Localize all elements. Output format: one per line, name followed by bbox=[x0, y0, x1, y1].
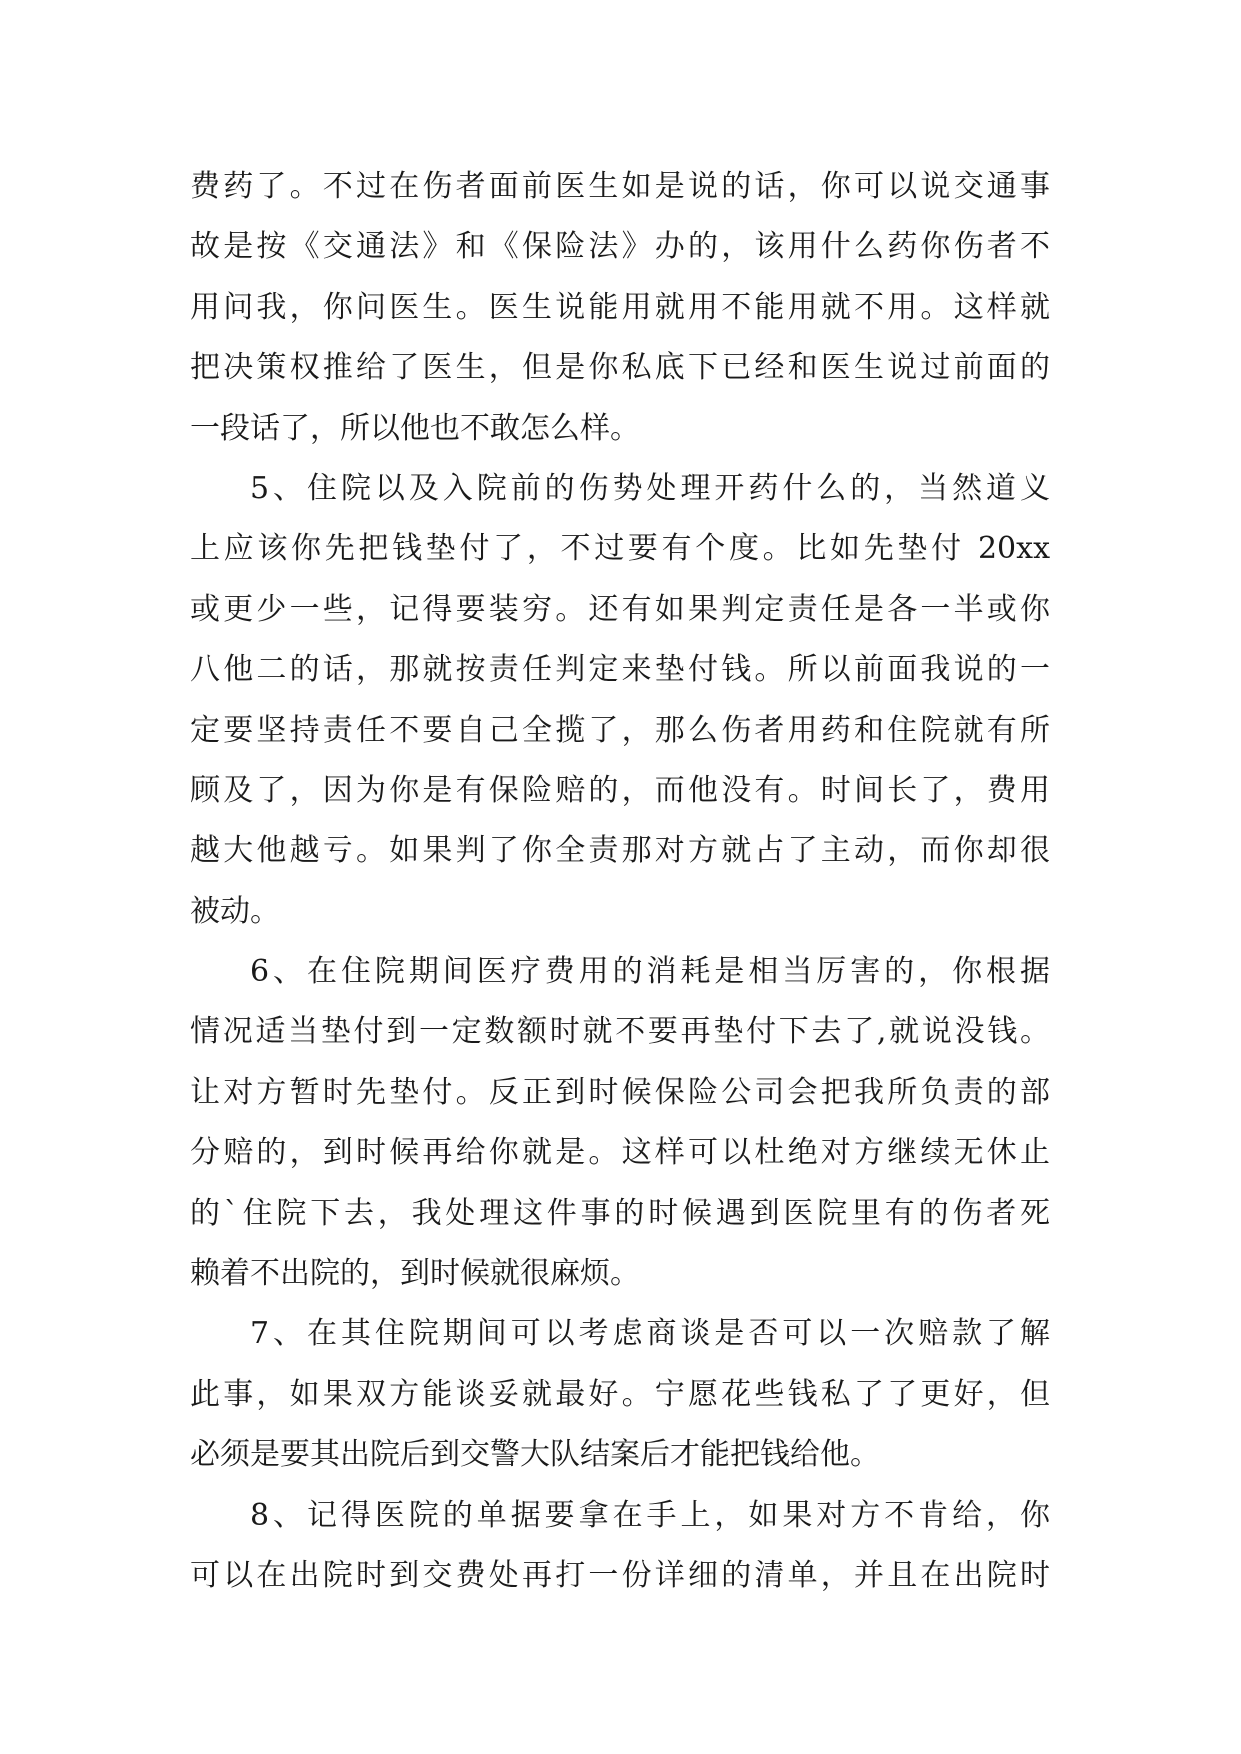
text-line: 故是按《交通法》和《保险法》办的，该用什么药你伤者不 bbox=[190, 229, 1050, 265]
text-line: 顾及了，因为你是有保险赔的，而他没有。时间长了，费用 bbox=[190, 772, 1050, 808]
body-text bbox=[190, 157, 1050, 1606]
paragraph-first-line: 7、在其住院期间可以考虑商谈是否可以一次赔款了解 bbox=[250, 1316, 1050, 1352]
text-line: 情况适当垫付到一定数额时就不要再垫付下去了,就说没钱。 bbox=[190, 1014, 1050, 1050]
text-line: 越大他越亏。如果判了你全责那对方就占了主动，而你却很 bbox=[190, 833, 1050, 869]
text-line: 赖着不出院的，到时候就很麻烦。 bbox=[190, 1256, 640, 1292]
text-line: 或更少一些，记得要装穷。还有如果判定责任是各一半或你 bbox=[190, 591, 1050, 627]
text-line: 可以在出院时到交费处再打一份详细的清单，并且在出院时 bbox=[190, 1557, 1050, 1593]
paragraph-first-line: 6、在住院期间医疗费用的消耗是相当厉害的，你根据 bbox=[250, 954, 1050, 990]
text-line: 一段话了，所以他也不敢怎么样。 bbox=[190, 410, 640, 446]
text-line: 被动。 bbox=[190, 893, 280, 929]
text-line: 八他二的话，那就按责任判定来垫付钱。所以前面我说的一 bbox=[190, 652, 1050, 688]
text-line: 让对方暂时先垫付。反正到时候保险公司会把我所负责的部 bbox=[190, 1074, 1050, 1110]
text-line: 上应该你先把钱垫付了，不过要有个度。比如先垫付 20xx bbox=[190, 531, 1050, 567]
text-line: 必须是要其出院后到交警大队结案后才能把钱给他。 bbox=[190, 1437, 880, 1473]
text-line: 此事，如果双方能谈妥就最好。宁愿花些钱私了了更好，但 bbox=[190, 1376, 1050, 1412]
text-line: 的`住院下去，我处理这件事的时候遇到医院里有的伤者死 bbox=[190, 1195, 1050, 1231]
paragraph-first-line: 8、记得医院的单据要拿在手上，如果对方不肯给，你 bbox=[250, 1497, 1050, 1533]
text-line: 用问我，你问医生。医生说能用就用不能用就不用。这样就 bbox=[190, 289, 1050, 325]
text-line: 分赔的，到时候再给你就是。这样可以杜绝对方继续无休止 bbox=[190, 1135, 1050, 1171]
text-line: 把决策权推给了医生，但是你私底下已经和医生说过前面的 bbox=[190, 350, 1050, 386]
text-line: 定要坚持责任不要自己全揽了，那么伤者用药和住院就有所 bbox=[190, 712, 1050, 748]
text-line: 费药了。不过在伤者面前医生如是说的话，你可以说交通事 bbox=[190, 169, 1050, 204]
paragraph-first-line: 5、住院以及入院前的伤势处理开药什么的，当然道义 bbox=[250, 470, 1050, 506]
